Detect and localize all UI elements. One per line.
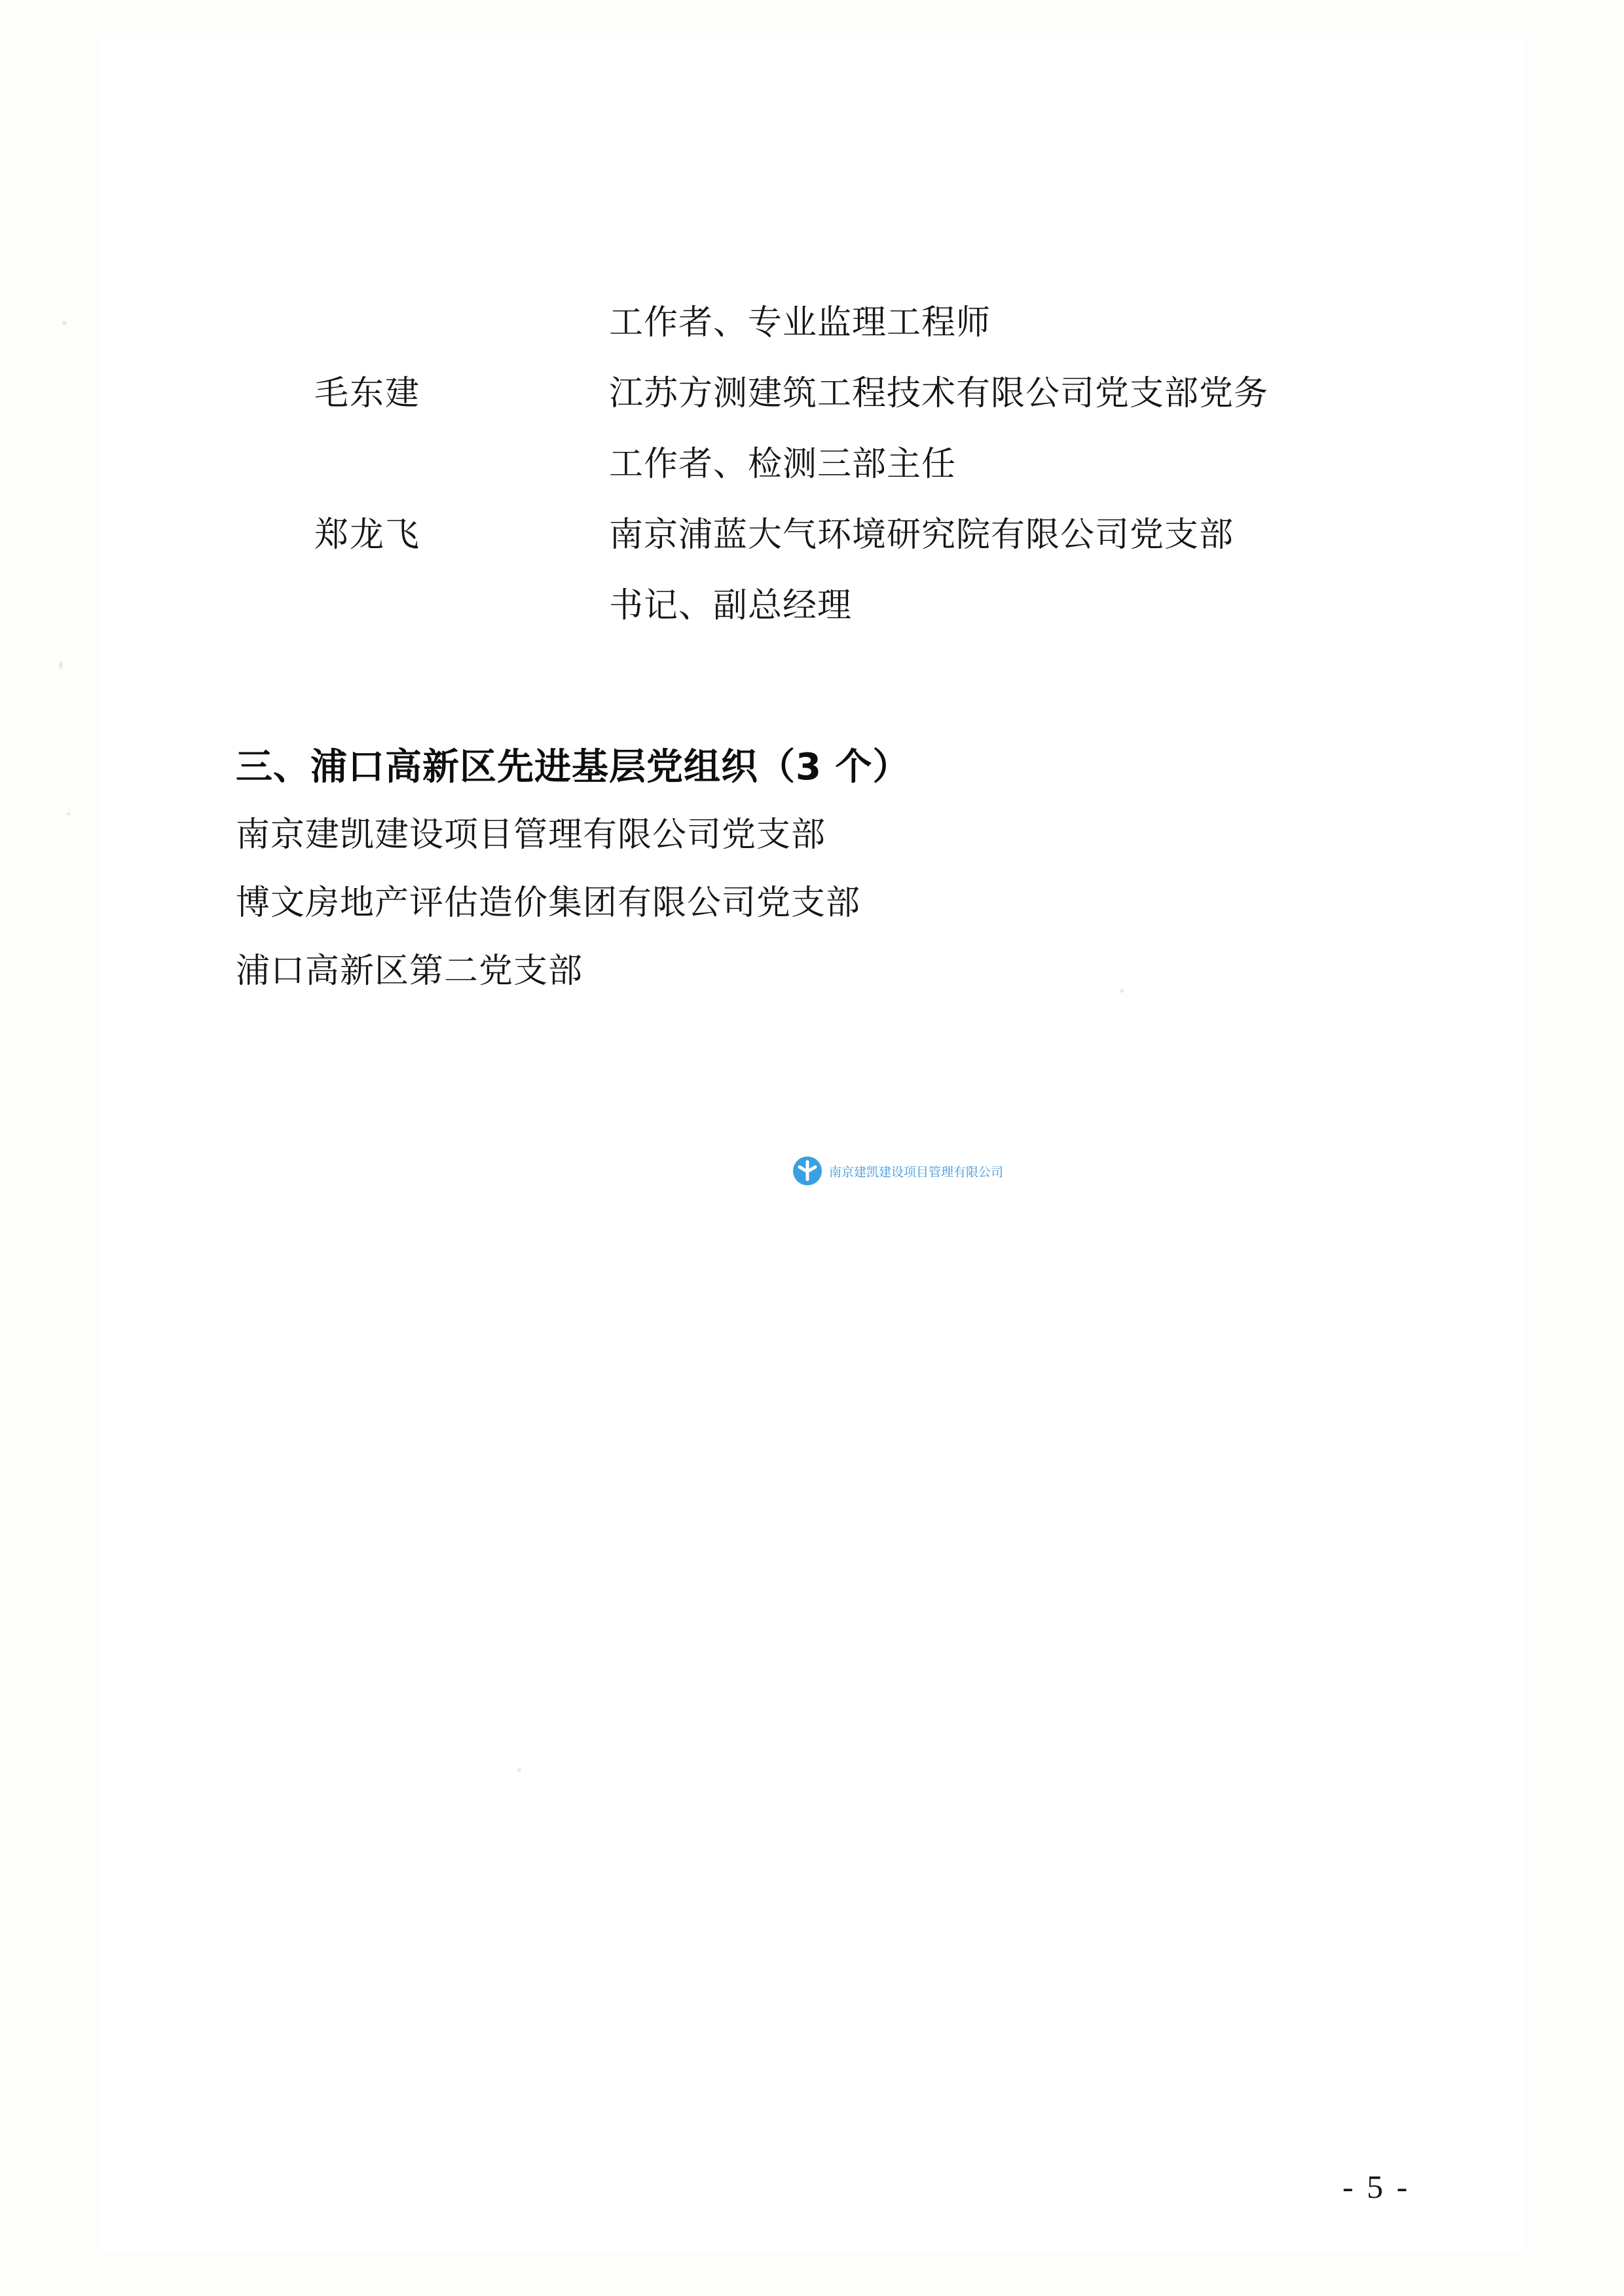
roster-row (314, 359, 1486, 430)
roster-description (609, 359, 1486, 430)
organization-item: 南京建凯建设项目管理有限公司党支部 (236, 817, 826, 854)
section-spacer (314, 642, 1486, 733)
roster-row (314, 500, 1486, 571)
organization-item: 博文房地产评估造价集团有限公司党支部 (236, 885, 861, 922)
company-stamp-text: 南京建凯建设项目管理有限公司 (829, 1164, 1004, 1179)
roster-name: 郑龙飞 (314, 517, 421, 554)
roster-description-line: 工作者、检测三部主任 (609, 446, 957, 483)
scan-speck (59, 661, 63, 669)
document-page (98, 39, 1526, 2253)
roster-row (314, 288, 1486, 359)
roster-description (609, 500, 1486, 571)
organization-item: 浦口高新区第二党支部 (236, 953, 583, 990)
document-body (236, 288, 1486, 1006)
scan-speck (67, 812, 70, 815)
roster-description-line: 南京浦蓝大气环境研究院有限公司党支部 (609, 517, 1234, 554)
roster-description-line: 书记、副总经理 (609, 587, 853, 625)
company-logo-icon (792, 1156, 822, 1186)
company-stamp (792, 1156, 1003, 1186)
roster-name: 毛东建 (314, 375, 421, 413)
scan-speck (62, 321, 67, 325)
section-heading: 三、浦口高新区先进基层党组织（3 个） (236, 746, 910, 788)
roster-description-line: 工作者、专业监理工程师 (609, 305, 991, 342)
roster-description (609, 288, 1486, 359)
roster-description-line: 江苏方测建筑工程技术有限公司党支部党务 (609, 375, 1269, 413)
page-number: - 5 - (1342, 2168, 1411, 2205)
scan-speck (517, 1768, 521, 1772)
